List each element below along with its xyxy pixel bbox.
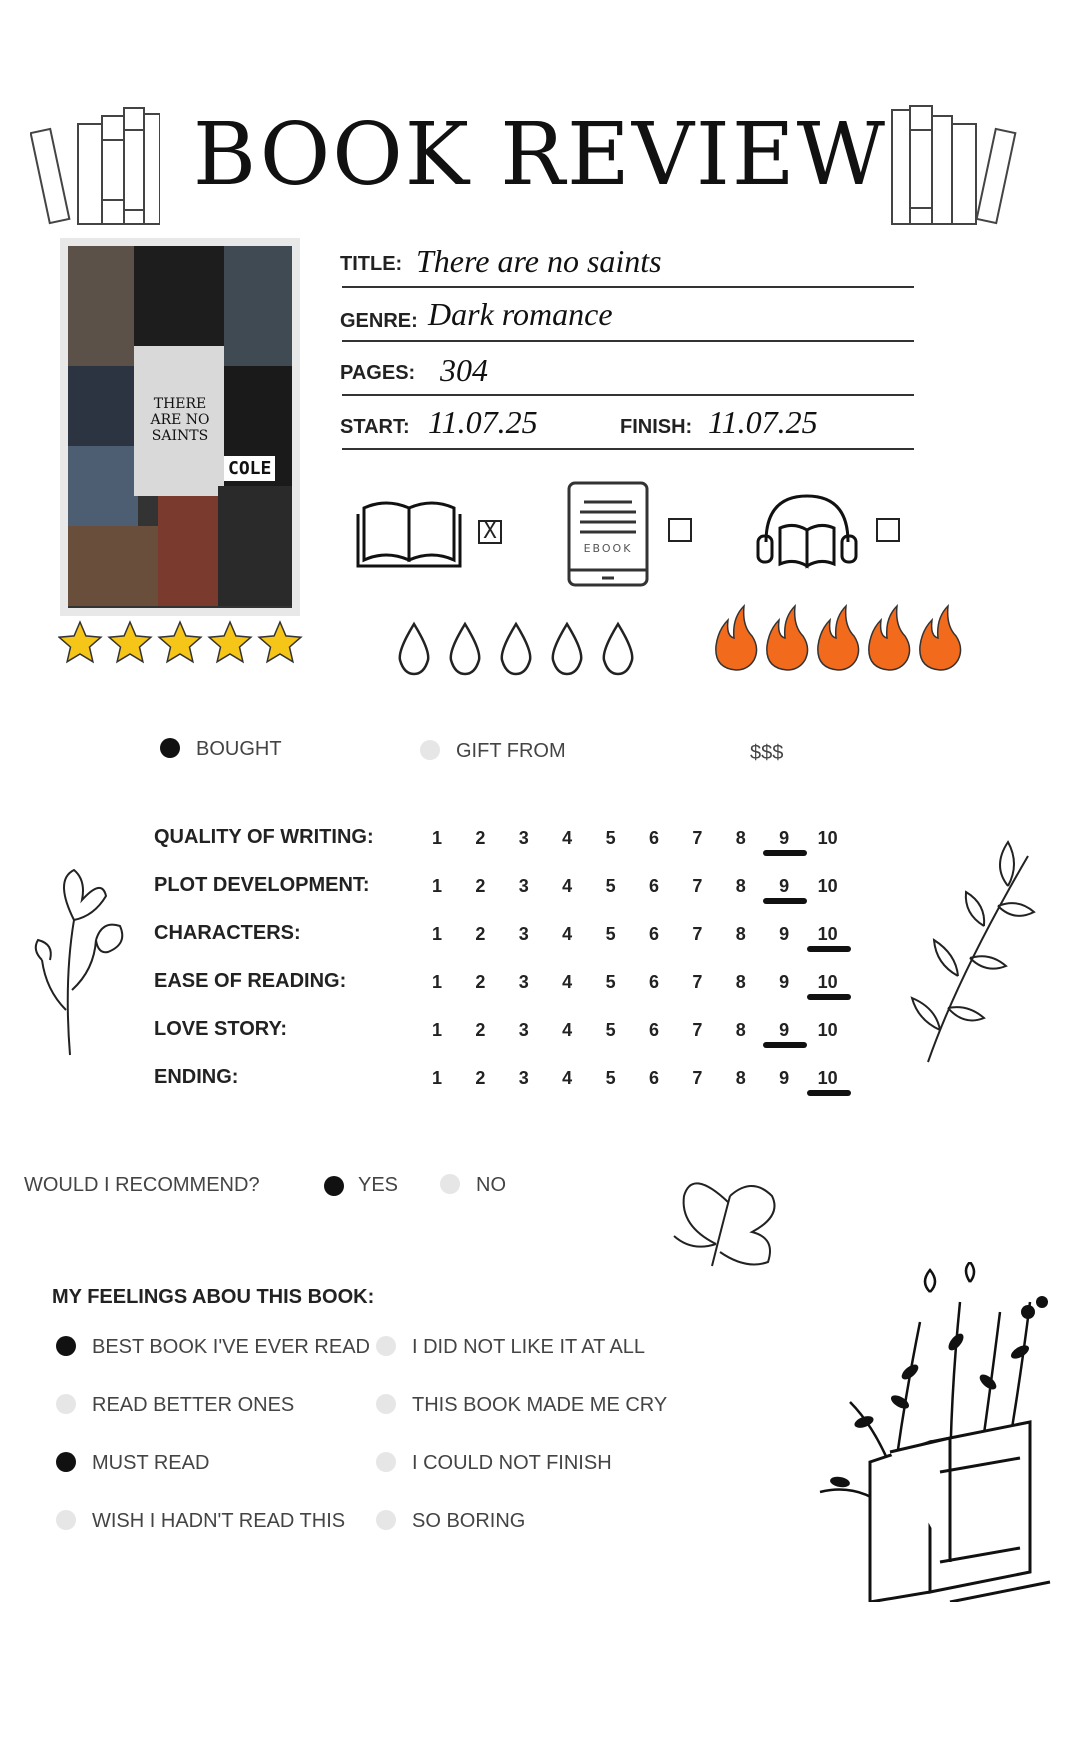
feeling-label: I DID NOT LIKE IT AT ALL bbox=[412, 1336, 646, 1358]
rating-category-label: LOVE STORY: bbox=[154, 1018, 287, 1040]
drop-icon bbox=[553, 624, 581, 674]
rating-number[interactable]: 10 bbox=[817, 972, 838, 992]
star-icon bbox=[209, 622, 251, 662]
rating-number[interactable]: 3 bbox=[518, 924, 529, 944]
pages-rule bbox=[342, 394, 914, 396]
bookshelf-right-icon bbox=[888, 100, 1018, 228]
flame-icon bbox=[920, 606, 961, 670]
feeling-radio[interactable] bbox=[56, 1336, 76, 1356]
rating-number[interactable]: 8 bbox=[735, 924, 746, 944]
rating-number[interactable]: 9 bbox=[779, 1068, 790, 1088]
price-label: $$$ bbox=[750, 742, 784, 764]
feeling-radio[interactable] bbox=[56, 1510, 76, 1530]
rating-number[interactable]: 8 bbox=[735, 828, 746, 848]
rating-number[interactable]: 2 bbox=[475, 1020, 486, 1040]
feeling-label: I COULD NOT FINISH bbox=[412, 1452, 612, 1474]
rating-category-label: CHARACTERS: bbox=[154, 922, 301, 944]
rating-number[interactable]: 7 bbox=[692, 828, 703, 848]
rating-category-label: PLOT DEVELOPMENT: bbox=[154, 874, 370, 896]
rating-number[interactable]: 7 bbox=[692, 924, 703, 944]
bought-radio[interactable] bbox=[160, 738, 180, 758]
rating-category-label: QUALITY OF WRITING: bbox=[154, 826, 374, 848]
star-icon bbox=[109, 622, 151, 662]
star-icon bbox=[159, 622, 201, 662]
audiobook-headphones-icon bbox=[754, 490, 860, 572]
books-plants-illustration bbox=[780, 1262, 1060, 1602]
bought-label: BOUGHT bbox=[196, 738, 282, 760]
feelings-heading: MY FEELINGS ABOU THIS BOOK: bbox=[52, 1286, 375, 1308]
rating-number[interactable]: 7 bbox=[692, 1020, 703, 1040]
bookshelf-left-icon bbox=[30, 100, 160, 228]
rating-number[interactable]: 8 bbox=[735, 1020, 746, 1040]
rating-stars bbox=[58, 620, 318, 670]
rating-number[interactable]: 6 bbox=[648, 828, 659, 848]
flame-icon bbox=[818, 606, 859, 670]
rating-row bbox=[150, 1018, 870, 1058]
genre-rule bbox=[342, 340, 914, 342]
gift-radio[interactable] bbox=[420, 740, 440, 760]
rating-number[interactable]: 3 bbox=[518, 876, 529, 896]
rating-number[interactable]: 7 bbox=[692, 972, 703, 992]
feeling-label: READ BETTER ONES bbox=[92, 1394, 295, 1416]
rating-selected-mark bbox=[807, 1090, 851, 1096]
rating-number[interactable]: 4 bbox=[562, 876, 573, 896]
flower-doodle-icon bbox=[24, 860, 134, 1060]
feeling-radio[interactable] bbox=[376, 1510, 396, 1530]
rating-number[interactable]: 1 bbox=[431, 1068, 442, 1088]
genre-value: Dark romance bbox=[428, 296, 613, 332]
flame-icon bbox=[767, 606, 808, 670]
rating-number[interactable]: 2 bbox=[475, 828, 486, 848]
rating-number[interactable]: 2 bbox=[475, 876, 486, 896]
feeling-label: SO BORING bbox=[412, 1510, 526, 1532]
leafy-branch-icon bbox=[888, 836, 1038, 1066]
feeling-label: THIS BOOK MADE ME CRY bbox=[412, 1394, 668, 1416]
rating-number[interactable]: 6 bbox=[648, 1068, 659, 1088]
rating-selected-mark bbox=[763, 850, 807, 856]
rating-number[interactable]: 1 bbox=[431, 1020, 442, 1040]
rating-number[interactable]: 5 bbox=[605, 972, 616, 992]
drop-icon bbox=[502, 624, 530, 674]
spice-flames-rating bbox=[712, 604, 972, 674]
rating-number[interactable]: 3 bbox=[518, 972, 529, 992]
flame-icon bbox=[869, 606, 910, 670]
gift-label: GIFT FROM bbox=[456, 740, 566, 762]
rating-number[interactable]: 7 bbox=[692, 876, 703, 896]
recommend-yes-radio[interactable] bbox=[324, 1176, 344, 1196]
ratings-grid bbox=[150, 826, 870, 1116]
recommend-no-label: NO bbox=[476, 1174, 506, 1196]
feeling-label: MUST READ bbox=[92, 1452, 210, 1474]
start-label: START: bbox=[340, 416, 410, 438]
drop-icon bbox=[400, 624, 428, 674]
rating-row bbox=[150, 874, 870, 914]
rating-number[interactable]: 9 bbox=[779, 1020, 790, 1040]
feeling-radio[interactable] bbox=[376, 1336, 396, 1356]
feeling-label: BEST BOOK I'VE EVER READ bbox=[92, 1336, 370, 1358]
rating-number[interactable]: 6 bbox=[648, 924, 659, 944]
rating-number[interactable]: 7 bbox=[692, 1068, 703, 1088]
rating-number[interactable]: 9 bbox=[779, 876, 790, 896]
open-book-icon bbox=[356, 494, 462, 570]
rating-number[interactable]: 6 bbox=[648, 876, 659, 896]
feeling-radio[interactable] bbox=[56, 1394, 76, 1414]
rating-number[interactable]: 1 bbox=[431, 876, 442, 896]
title-rule bbox=[342, 286, 914, 288]
rating-selected-mark bbox=[807, 946, 851, 952]
rating-selected-mark bbox=[763, 1042, 807, 1048]
tears-drops-rating bbox=[394, 620, 654, 678]
rating-number[interactable]: 1 bbox=[431, 924, 442, 944]
drop-icon bbox=[604, 624, 632, 674]
rating-number[interactable]: 4 bbox=[562, 924, 573, 944]
rating-selected-mark bbox=[807, 994, 851, 1000]
rating-number[interactable]: 10 bbox=[817, 828, 838, 848]
rating-number[interactable]: 4 bbox=[562, 1020, 573, 1040]
rating-number[interactable]: 5 bbox=[605, 1020, 616, 1040]
cover-title-overlay: THERE ARE NO SAINTS bbox=[150, 396, 210, 444]
rating-number[interactable]: 4 bbox=[562, 828, 573, 848]
rating-number[interactable]: 2 bbox=[475, 972, 486, 992]
rating-number[interactable]: 2 bbox=[475, 924, 486, 944]
rating-number[interactable]: 5 bbox=[605, 1068, 616, 1088]
rating-number[interactable]: 10 bbox=[817, 924, 838, 944]
rating-number[interactable]: 3 bbox=[518, 1020, 529, 1040]
recommend-question: WOULD I RECOMMEND? bbox=[24, 1174, 260, 1196]
rating-row bbox=[150, 826, 870, 866]
rating-number[interactable]: 5 bbox=[605, 828, 616, 848]
rating-selected-mark bbox=[763, 898, 807, 904]
title-value: There are no saints bbox=[416, 243, 662, 279]
genre-label: GENRE: bbox=[340, 310, 418, 332]
page-title: BOOK REVIEW bbox=[192, 105, 888, 205]
rating-number[interactable]: 9 bbox=[779, 828, 790, 848]
star-icon bbox=[259, 622, 301, 662]
pages-label: PAGES: bbox=[340, 362, 416, 384]
rating-number[interactable]: 5 bbox=[605, 924, 616, 944]
book-cover-image bbox=[60, 238, 300, 616]
feelings-list bbox=[56, 1336, 736, 1576]
rating-number[interactable]: 8 bbox=[735, 972, 746, 992]
rating-number[interactable]: 3 bbox=[518, 828, 529, 848]
finish-label: FINISH: bbox=[620, 416, 693, 438]
rating-number[interactable]: 5 bbox=[605, 876, 616, 896]
audiobook-checkbox[interactable] bbox=[876, 518, 900, 542]
ebook-reader-icon bbox=[566, 480, 650, 588]
recommend-no-radio[interactable] bbox=[440, 1174, 460, 1194]
rating-number[interactable]: 8 bbox=[735, 1068, 746, 1088]
feeling-radio[interactable] bbox=[376, 1394, 396, 1414]
pages-value: 304 bbox=[440, 352, 488, 388]
rating-number[interactable]: 10 bbox=[817, 876, 838, 896]
ebook-label: EBOOK bbox=[583, 542, 633, 555]
butterfly-doodle-icon bbox=[672, 1166, 792, 1276]
physical-book-checkbox[interactable]: X bbox=[478, 520, 502, 544]
feeling-radio[interactable] bbox=[56, 1452, 76, 1472]
ebook-checkbox[interactable] bbox=[668, 518, 692, 542]
rating-number[interactable]: 1 bbox=[431, 828, 442, 848]
rating-number[interactable]: 10 bbox=[817, 1020, 838, 1040]
rating-number[interactable]: 1 bbox=[431, 972, 442, 992]
rating-category-label: ENDING: bbox=[154, 1066, 239, 1088]
title-label: TITLE: bbox=[340, 253, 403, 275]
rating-number[interactable]: 4 bbox=[562, 972, 573, 992]
rating-number[interactable]: 10 bbox=[817, 1068, 838, 1088]
rating-row bbox=[150, 922, 870, 962]
rating-number[interactable]: 6 bbox=[648, 1020, 659, 1040]
feeling-radio[interactable] bbox=[376, 1452, 396, 1472]
rating-number[interactable]: 2 bbox=[475, 1068, 486, 1088]
drop-icon bbox=[451, 624, 479, 674]
finish-value: 11.07.25 bbox=[708, 404, 818, 440]
rating-number[interactable]: 3 bbox=[518, 1068, 529, 1088]
rating-number[interactable]: 4 bbox=[562, 1068, 573, 1088]
recommend-yes-label: YES bbox=[358, 1174, 399, 1196]
start-value: 11.07.25 bbox=[428, 404, 538, 440]
flame-icon bbox=[716, 606, 757, 670]
rating-number[interactable]: 6 bbox=[648, 972, 659, 992]
cover-cole-label: COLE bbox=[224, 456, 275, 481]
dates-rule bbox=[342, 448, 914, 450]
feeling-label: WISH I HADN'T READ THIS bbox=[92, 1510, 346, 1532]
star-icon bbox=[59, 622, 101, 662]
rating-number[interactable]: 9 bbox=[779, 972, 790, 992]
rating-number[interactable]: 9 bbox=[779, 924, 790, 944]
rating-row bbox=[150, 970, 870, 1010]
rating-number[interactable]: 8 bbox=[735, 876, 746, 896]
rating-row bbox=[150, 1066, 870, 1106]
rating-category-label: EASE OF READING: bbox=[154, 970, 347, 992]
